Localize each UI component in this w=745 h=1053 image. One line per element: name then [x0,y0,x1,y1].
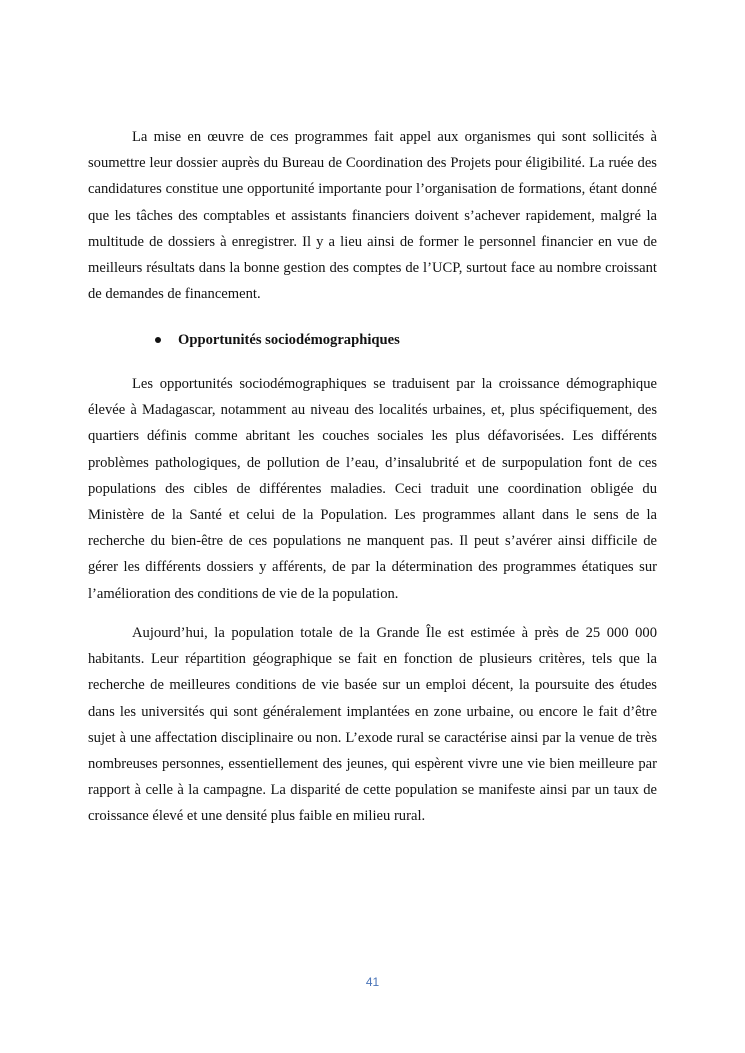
paragraph-population [88,620,657,830]
section-heading-bullet [155,329,400,351]
page-number: 41 [365,975,380,989]
section-heading-text: Opportunités sociodémographiques [178,332,400,348]
paragraph-sociodemographiques [88,371,657,607]
paragraph-text: La mise en œuvre de ces programmes fait appel aux organismes qui sont sollicités à soumettre leur dossier auprès du Bureau de Coordination des Projets pour éligibilité. La ruée des candidatures constitue une opportunité importante pour l’organisation de formations, étant donné que les tâches des comptables et assistants financiers doivent s’achever rapidement, malgré la multitude de dossiers à enregistrer. Il y a lieu ainsi de former le personnel financier en vue de meilleurs résultats dans la bonne gestion des comptes de l’UCP, surtout face au nombre croissant de demandes de financement. [88,129,657,303]
paragraph-text: Aujourd’hui, la population totale de la Grande Île est estimée à près de 25 000 000 habitants. Leur répartition géographique se fait en fonction de plusieurs critères, tels que la recherche de meilleures conditions de vie basée sur un emploi décent, la poursuite des études dans les universités qui sont généralement implantées en zone urbaine, ou encore le fait d’être sujet à une affectation disciplinaire ou non. L’exode rural se caractérise ainsi par la venue de très nombreuses personnes, essentiellement des jeunes, qui espèrent vivre une vie bien meilleure par rapport à celle à la campagne. La disparité de cette population se manifeste ainsi par un taux de croissance élevé et une densité plus faible en milieu rural. [88,625,657,825]
paragraph-text: Les opportunités sociodémographiques se traduisent par la croissance démographique élevée à Madagascar, notamment au niveau des localités urbaines, et, plus spécifiquement, des quartiers définis comme abritant les couches sociales les plus défavorisées. Les différents problèmes pathologiques, de pollution de l’eau, d’insalubrité et de surpopulation font de ces populations des cibles de différentes maladies. Ceci traduit une coordination obligée du Ministère de la Santé et celui de la Population. Les programmes allant dans le sens de la recherche du bien-être de ces populations ne manquent pas. Il peut s’avérer ainsi difficile de gérer les différents dossiers y afférents, de par la détermination des programmes étatiques sur l’amélioration des conditions de vie de la population. [88,376,657,602]
paragraph-programmes [88,124,657,307]
bullet-icon [155,337,161,343]
